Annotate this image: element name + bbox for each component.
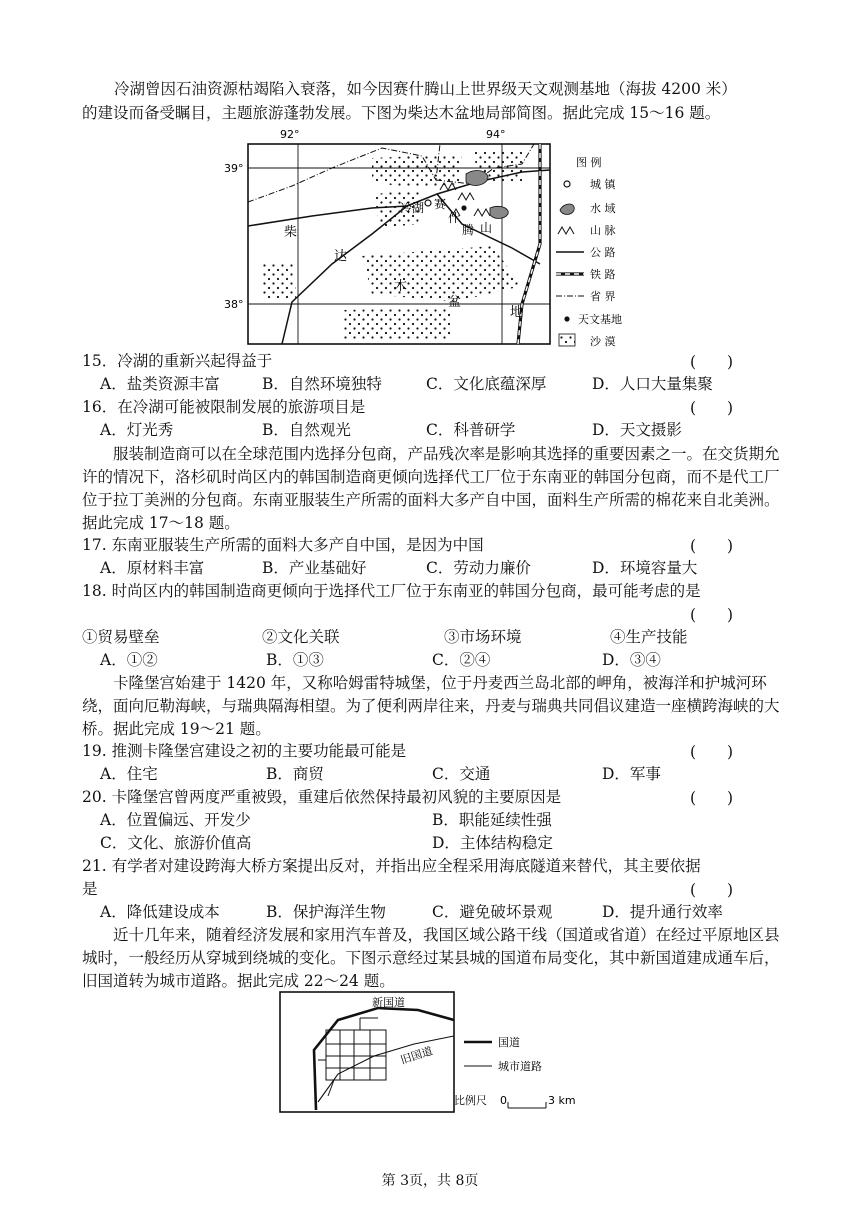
q17-stem: 17. 东南亚服装生产所需的面料大多产自中国，是因为中国 — [82, 536, 484, 554]
county-road-map — [278, 990, 598, 1116]
q18-item-4: ④生产技能 — [610, 628, 688, 646]
map-legend — [556, 155, 622, 348]
q16-answer-paren: ( ) — [690, 399, 734, 417]
q21-option-c: C．避免破坏景观 — [432, 903, 553, 921]
q16-option-b: B．自然观光 — [262, 421, 351, 439]
page-footer: 第 3页，共 8页 — [381, 1173, 479, 1189]
legend-astro: 天文基地 — [578, 313, 622, 326]
q21-stem-line-2: 是 — [82, 880, 98, 898]
lake-east — [490, 206, 508, 218]
intro-1-line-2: 的建设而备受瞩目，主题旅游蓬勃发展。下图为柴达木盆地局部简图。据此完成 15～16 题。 — [82, 104, 721, 122]
legend-astro-symbol — [564, 316, 569, 321]
legend-road: 公 路 — [590, 246, 616, 259]
scale-value: 3 km — [548, 1094, 576, 1107]
q18-answer-paren: ( ) — [690, 606, 734, 624]
q15-answer-paren: ( ) — [690, 353, 734, 371]
q15-option-c: C．文化底蕴深厚 — [426, 375, 547, 393]
new-road-label: 新国道 — [372, 996, 405, 1009]
basin-da-label: 达 — [334, 249, 348, 264]
place-shi-label: 什 — [448, 211, 461, 225]
desert-area-west — [262, 262, 296, 300]
desert-area-north — [372, 154, 462, 188]
q18-option-d: D．③④ — [602, 651, 661, 669]
q16-option-c: C．科普研学 — [426, 421, 516, 439]
legend-water: 水 域 — [590, 202, 616, 215]
q20-options-row1 — [100, 809, 780, 832]
legend-mountain-symbol — [558, 227, 574, 234]
basin-mu-label: 木 — [394, 279, 408, 294]
q19-stem: 19. 推测卡隆堡宫建设之初的主要功能最可能是 — [82, 742, 407, 760]
legend-desert-symbol — [559, 334, 575, 346]
q17-option-a: A．原材料丰富 — [100, 559, 205, 577]
legend-desert: 沙 漠 — [590, 335, 616, 348]
q21-answer-paren: ( ) — [690, 881, 734, 899]
q16-option-d: D．天文摄影 — [592, 421, 682, 439]
town-lenghu-symbol — [425, 200, 431, 206]
lon-92-label: 92° — [280, 128, 300, 141]
q16-option-a: A．灯光秀 — [100, 421, 174, 439]
lat-38-label: 38° — [224, 298, 244, 311]
q16-stem: 16．在冷湖可能被限制发展的旅游项目是 — [82, 398, 366, 416]
q20-option-d: D．主体结构稳定 — [432, 834, 553, 852]
place-teng-label: 腾 — [462, 223, 475, 237]
q20-option-a: A．位置偏远、开发少 — [100, 811, 251, 829]
basin-chai-label: 柴 — [284, 225, 298, 240]
q19-option-b: B．商贸 — [266, 765, 324, 783]
q15-stem: 15．冷湖的重新兴起得益于 — [82, 352, 273, 370]
legend-national-road: 国道 — [498, 1036, 520, 1049]
q18-option-a: A．①② — [100, 651, 158, 669]
intro-3-paragraph: 卡隆堡宫始建于 1420 年，又称哈姆雷特城堡，位于丹麦西兰岛北部的岬角，被海洋和护城河环绕，面向厄勒海峡，与瑞典隔海相望。为了便利两岸往来，丹麦与瑞典共同倡议建造一座横跨海峡的大桥。据此完成 19～21 题。 — [82, 674, 780, 738]
qaidam-basin-map — [222, 124, 642, 350]
lat-39-label: 39° — [224, 162, 244, 175]
q18-item-1: ①贸易壁垒 — [82, 628, 160, 646]
q21-option-d: D．提升通行效率 — [602, 903, 723, 921]
old-road-label: 旧国道 — [398, 1044, 435, 1067]
q17-option-d: D．环境容量大 — [592, 559, 698, 577]
q21-option-a: A．降低建设成本 — [100, 903, 220, 921]
astronomical-base-symbol — [461, 205, 466, 210]
q20-option-b: B．职能延续性强 — [432, 811, 552, 829]
lake-north — [466, 171, 488, 186]
q15-option-b: B．自然环境独特 — [262, 375, 382, 393]
scale-label: 比例尺 — [454, 1094, 487, 1107]
intro-4-paragraph: 近十几年来，随着经济发展和家用汽车普及，我国区域公路干线（国道或省道）在经过平原地区县城时，一般经历从穿城到绕城的变化。下图示意经过某县城的国道布局变化，其中新国道建成通车后，旧国道转为城市道路。据此完成 22～24 题。 — [82, 926, 780, 990]
q18-items — [82, 626, 762, 649]
legend-title: 图 例 — [576, 156, 602, 169]
q19-answer-paren: ( ) — [690, 743, 734, 761]
q20-option-c: C．文化、旅游价值高 — [100, 834, 252, 852]
basin-pen-label: 盆 — [448, 295, 462, 310]
q18-item-2: ②文化关联 — [262, 628, 340, 646]
q21-options — [100, 901, 780, 924]
scale-zero: 0 — [500, 1094, 507, 1107]
place-sai-label: 赛 — [434, 197, 447, 211]
q19-option-c: C．交通 — [432, 765, 491, 783]
q21-option-b: B．保护海洋生物 — [266, 903, 386, 921]
q20-options-row2 — [100, 832, 780, 855]
q15-option-a: A．盐类资源丰富 — [100, 375, 220, 393]
q17-option-c: C．劳动力廉价 — [426, 559, 531, 577]
legend-border: 省 界 — [590, 290, 616, 303]
basin-di-label: 地 — [510, 305, 524, 320]
city-street-grid — [318, 1018, 386, 1096]
new-national-road — [314, 1008, 454, 1110]
q19-options — [100, 763, 780, 786]
q21-stem-line-1: 21. 有学者对建设跨海大桥方案提出反对，并指出应全程采用海底隧道来替代，其主要依据 — [82, 857, 701, 875]
legend-city-road: 城市道路 — [498, 1060, 542, 1073]
q20-stem: 20. 卡隆堡宫曾两度严重被毁，重建后依然保持最初风貌的主要原因是 — [82, 788, 562, 806]
q18-item-3: ③市场环境 — [444, 628, 522, 646]
legend-town-symbol — [564, 181, 570, 187]
q17-option-b: B．产业基础好 — [262, 559, 367, 577]
place-lenghu-label: 冷湖 — [400, 201, 425, 215]
legend-town: 城 镇 — [590, 178, 616, 191]
q15-options — [100, 373, 780, 396]
q17-options — [100, 557, 780, 580]
q20-answer-paren: ( ) — [690, 789, 734, 807]
legend-railway: 铁 路 — [590, 268, 616, 281]
intro-2-paragraph: 服装制造商可以在全球范围内选择分包商，产品残次率是影响其选择的重要因素之一。在交货期允许的情况下，洛杉矶时尚区内的韩国制造商更倾向选择代工厂位于东南亚的韩国分包商，而不是代工厂位于拉丁美洲的分包商。东南亚服装生产所需的面料大多产自中国，面料生产所需的棉花来自北美洲。据此完成 17～18 题。 — [82, 445, 780, 532]
q18-option-c: C．②④ — [432, 651, 491, 669]
place-shan-label: 山 — [480, 221, 493, 235]
q18-options — [100, 649, 780, 672]
q15-option-d: D．人口大量集聚 — [592, 375, 713, 393]
q18-stem: 18. 时尚区内的韩国制造商更倾向于选择代工厂位于东南亚的韩国分包商，最可能考虑的是 — [82, 582, 701, 600]
legend-water-symbol — [560, 204, 574, 215]
desert-area-south — [342, 308, 452, 340]
q18-option-b: B．①③ — [266, 651, 324, 669]
legend-mountain: 山 脉 — [590, 224, 616, 237]
desert-area-basin — [362, 246, 522, 302]
intro-1-line-1: 冷湖曾因石油资源枯竭陷入衰落，如今因赛什腾山上世界级天文观测基地（海拔 4200 米） — [114, 80, 737, 98]
q19-option-d: D．军事 — [602, 765, 661, 783]
q17-answer-paren: ( ) — [690, 537, 734, 555]
lon-94-label: 94° — [486, 128, 506, 141]
q16-options — [100, 419, 780, 442]
q19-option-a: A．住宅 — [100, 765, 158, 783]
